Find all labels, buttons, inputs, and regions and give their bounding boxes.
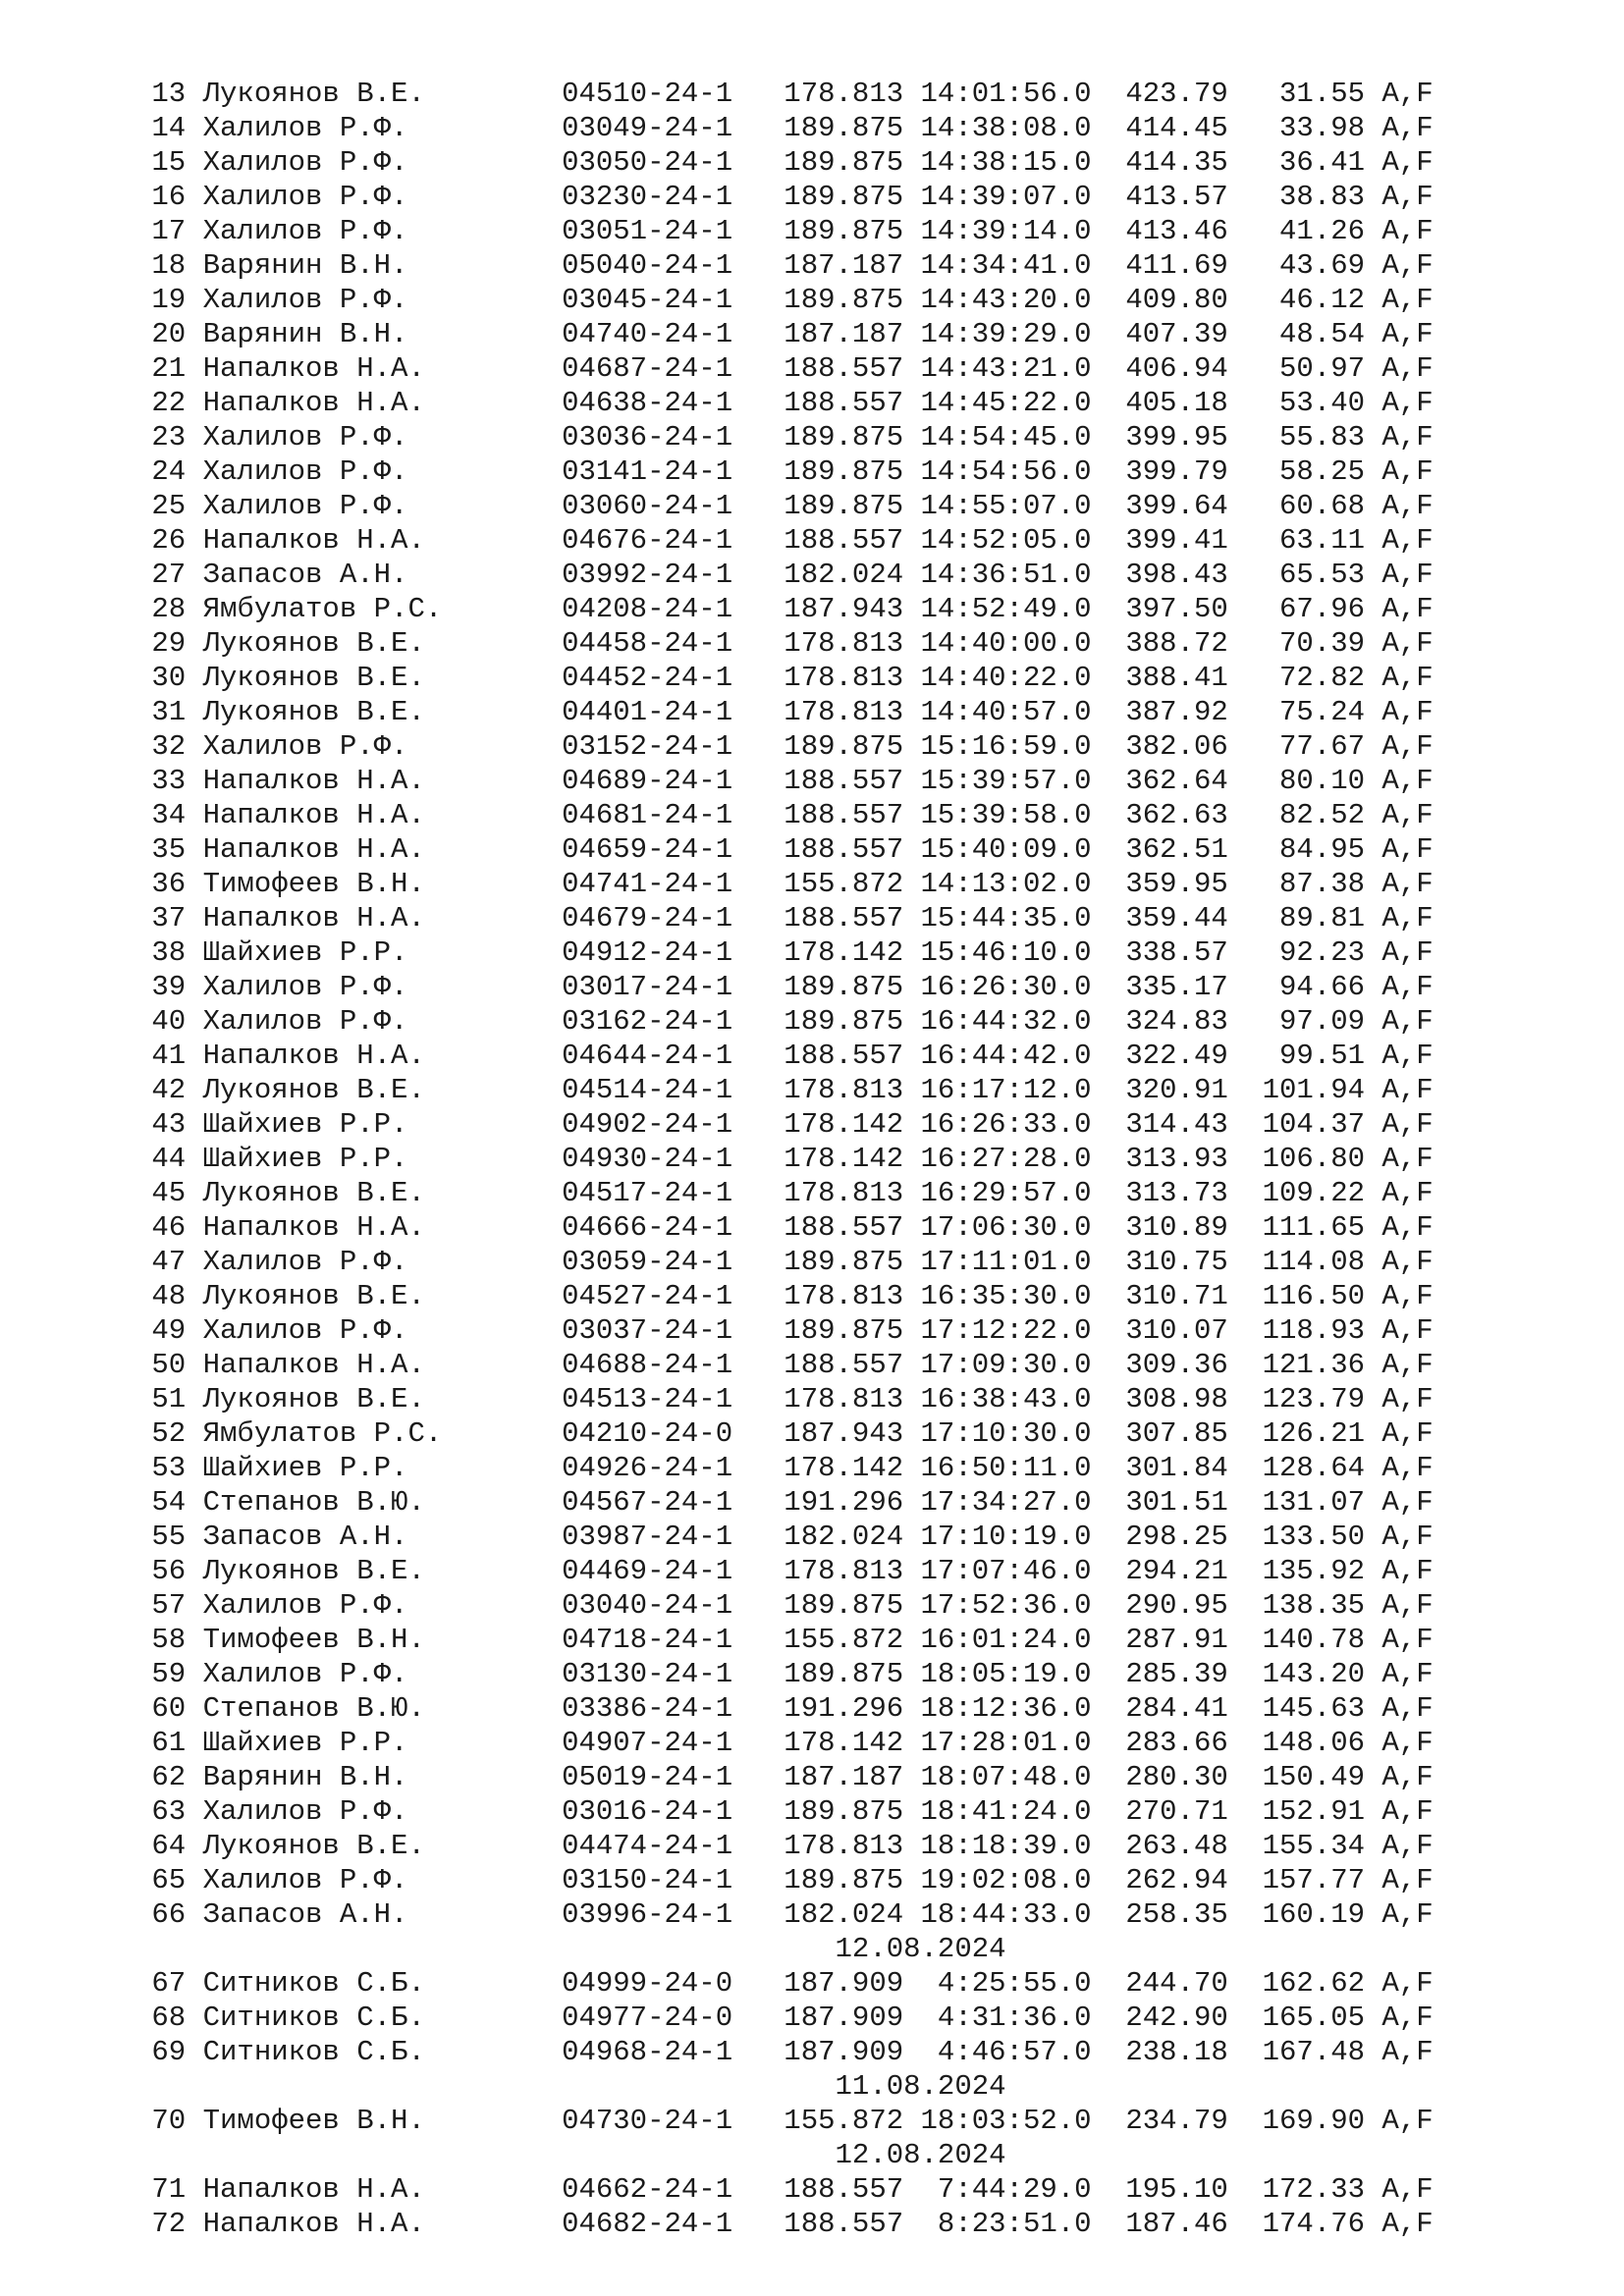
result-row: 28 Ямбулатов Р.С. 04208-24-1 187.943 14:52:49.0 397.50 67.96 A,F	[135, 593, 1434, 625]
result-row: 44 Шайхиев Р.Р. 04930-24-1 178.142 16:27:28.0 313.93 106.80 A,F	[135, 1143, 1434, 1175]
result-row: 22 Напалков Н.А. 04638-24-1 188.557 14:45:22.0 405.18 53.40 A,F	[135, 387, 1434, 419]
result-row: 33 Напалков Н.А. 04689-24-1 188.557 15:39:57.0 362.64 80.10 A,F	[135, 765, 1434, 797]
result-row: 57 Халилов Р.Ф. 03040-24-1 189.875 17:52:36.0 290.95 138.35 A,F	[135, 1589, 1434, 1622]
results-list	[135, 77, 1434, 2241]
result-row: 43 Шайхиев Р.Р. 04902-24-1 178.142 16:26:33.0 314.43 104.37 A,F	[135, 1108, 1434, 1141]
result-row: 20 Варянин В.Н. 04740-24-1 187.187 14:39:29.0 407.39 48.54 A,F	[135, 318, 1434, 350]
result-row: 59 Халилов Р.Ф. 03130-24-1 189.875 18:05:19.0 285.39 143.20 A,F	[135, 1658, 1434, 1690]
result-row: 24 Халилов Р.Ф. 03141-24-1 189.875 14:54:56.0 399.79 58.25 A,F	[135, 455, 1434, 488]
result-row: 25 Халилов Р.Ф. 03060-24-1 189.875 14:55:07.0 399.64 60.68 A,F	[135, 490, 1434, 522]
result-row: 26 Напалков Н.А. 04676-24-1 188.557 14:52:05.0 399.41 63.11 A,F	[135, 524, 1434, 557]
result-row: 68 Ситников С.Б. 04977-24-0 187.909 4:31:36.0 242.90 165.05 A,F	[135, 2002, 1434, 2034]
result-row: 16 Халилов Р.Ф. 03230-24-1 189.875 14:39:07.0 413.57 38.83 A,F	[135, 181, 1434, 213]
result-row: 69 Ситников С.Б. 04968-24-1 187.909 4:46:57.0 238.18 167.48 A,F	[135, 2036, 1434, 2068]
result-row: 47 Халилов Р.Ф. 03059-24-1 189.875 17:11:01.0 310.75 114.08 A,F	[135, 1246, 1434, 1278]
result-row: 63 Халилов Р.Ф. 03016-24-1 189.875 18:41:24.0 270.71 152.91 A,F	[135, 1795, 1434, 1828]
result-row: 21 Напалков Н.А. 04687-24-1 188.557 14:43:21.0 406.94 50.97 A,F	[135, 352, 1434, 385]
result-row: 46 Напалков Н.А. 04666-24-1 188.557 17:06:30.0 310.89 111.65 A,F	[135, 1211, 1434, 1244]
result-row: 29 Лукоянов В.Е. 04458-24-1 178.813 14:40:00.0 388.72 70.39 A,F	[135, 627, 1434, 660]
result-row: 15 Халилов Р.Ф. 03050-24-1 189.875 14:38:15.0 414.35 36.41 A,F	[135, 146, 1434, 179]
result-row: 72 Напалков Н.А. 04682-24-1 188.557 8:23:51.0 187.46 174.76 A,F	[135, 2208, 1434, 2240]
result-row: 51 Лукоянов В.Е. 04513-24-1 178.813 16:38:43.0 308.98 123.79 A,F	[135, 1383, 1434, 1415]
result-row: 62 Варянин В.Н. 05019-24-1 187.187 18:07:48.0 280.30 150.49 A,F	[135, 1761, 1434, 1793]
result-row: 53 Шайхиев Р.Р. 04926-24-1 178.142 16:50:11.0 301.84 128.64 A,F	[135, 1452, 1434, 1484]
result-row: 38 Шайхиев Р.Р. 04912-24-1 178.142 15:46:10.0 338.57 92.23 A,F	[135, 936, 1434, 969]
date-separator: 12.08.2024	[135, 2139, 1006, 2171]
result-row: 67 Ситников С.Б. 04999-24-0 187.909 4:25:55.0 244.70 162.62 A,F	[135, 1967, 1434, 2000]
result-row: 35 Напалков Н.А. 04659-24-1 188.557 15:40:09.0 362.51 84.95 A,F	[135, 833, 1434, 866]
result-row: 34 Напалков Н.А. 04681-24-1 188.557 15:39:58.0 362.63 82.52 A,F	[135, 799, 1434, 831]
result-row: 70 Тимофеев В.Н. 04730-24-1 155.872 18:03:52.0 234.79 169.90 A,F	[135, 2105, 1434, 2137]
result-row: 23 Халилов Р.Ф. 03036-24-1 189.875 14:54:45.0 399.95 55.83 A,F	[135, 421, 1434, 454]
result-row: 64 Лукоянов В.Е. 04474-24-1 178.813 18:18:39.0 263.48 155.34 A,F	[135, 1830, 1434, 1862]
result-row: 50 Напалков Н.А. 04688-24-1 188.557 17:09:30.0 309.36 121.36 A,F	[135, 1349, 1434, 1381]
result-row: 36 Тимофеев В.Н. 04741-24-1 155.872 14:13:02.0 359.95 87.38 A,F	[135, 868, 1434, 900]
result-row: 56 Лукоянов В.Е. 04469-24-1 178.813 17:07:46.0 294.21 135.92 A,F	[135, 1555, 1434, 1587]
result-row: 32 Халилов Р.Ф. 03152-24-1 189.875 15:16:59.0 382.06 77.67 A,F	[135, 730, 1434, 763]
result-row: 41 Напалков Н.А. 04644-24-1 188.557 16:44:42.0 322.49 99.51 A,F	[135, 1040, 1434, 1072]
result-row: 58 Тимофеев В.Н. 04718-24-1 155.872 16:01:24.0 287.91 140.78 A,F	[135, 1624, 1434, 1656]
result-row: 48 Лукоянов В.Е. 04527-24-1 178.813 16:35:30.0 310.71 116.50 A,F	[135, 1280, 1434, 1312]
result-row: 71 Напалков Н.А. 04662-24-1 188.557 7:44:29.0 195.10 172.33 A,F	[135, 2173, 1434, 2206]
result-row: 42 Лукоянов В.Е. 04514-24-1 178.813 16:17:12.0 320.91 101.94 A,F	[135, 1074, 1434, 1106]
result-row: 14 Халилов Р.Ф. 03049-24-1 189.875 14:38:08.0 414.45 33.98 A,F	[135, 112, 1434, 144]
result-row: 66 Запасов А.Н. 03996-24-1 182.024 18:44:33.0 258.35 160.19 A,F	[135, 1898, 1434, 1931]
result-row: 31 Лукоянов В.Е. 04401-24-1 178.813 14:40:57.0 387.92 75.24 A,F	[135, 696, 1434, 728]
result-row: 55 Запасов А.Н. 03987-24-1 182.024 17:10:19.0 298.25 133.50 A,F	[135, 1521, 1434, 1553]
result-row: 27 Запасов А.Н. 03992-24-1 182.024 14:36:51.0 398.43 65.53 A,F	[135, 559, 1434, 591]
result-row: 30 Лукоянов В.Е. 04452-24-1 178.813 14:40:22.0 388.41 72.82 A,F	[135, 662, 1434, 694]
result-row: 37 Напалков Н.А. 04679-24-1 188.557 15:44:35.0 359.44 89.81 A,F	[135, 902, 1434, 934]
result-row: 61 Шайхиев Р.Р. 04907-24-1 178.142 17:28:01.0 283.66 148.06 A,F	[135, 1727, 1434, 1759]
result-row: 17 Халилов Р.Ф. 03051-24-1 189.875 14:39:14.0 413.46 41.26 A,F	[135, 215, 1434, 247]
date-separator: 11.08.2024	[135, 2070, 1006, 2103]
result-row: 39 Халилов Р.Ф. 03017-24-1 189.875 16:26:30.0 335.17 94.66 A,F	[135, 971, 1434, 1003]
result-row: 18 Варянин В.Н. 05040-24-1 187.187 14:34:41.0 411.69 43.69 A,F	[135, 249, 1434, 282]
result-row: 40 Халилов Р.Ф. 03162-24-1 189.875 16:44:32.0 324.83 97.09 A,F	[135, 1005, 1434, 1038]
result-row: 54 Степанов В.Ю. 04567-24-1 191.296 17:34:27.0 301.51 131.07 A,F	[135, 1486, 1434, 1519]
date-separator: 12.08.2024	[135, 1933, 1006, 1965]
result-row: 19 Халилов Р.Ф. 03045-24-1 189.875 14:43:20.0 409.80 46.12 A,F	[135, 284, 1434, 316]
result-row: 65 Халилов Р.Ф. 03150-24-1 189.875 19:02:08.0 262.94 157.77 A,F	[135, 1864, 1434, 1896]
result-row: 60 Степанов В.Ю. 03386-24-1 191.296 18:12:36.0 284.41 145.63 A,F	[135, 1692, 1434, 1725]
result-row: 45 Лукоянов В.Е. 04517-24-1 178.813 16:29:57.0 313.73 109.22 A,F	[135, 1177, 1434, 1209]
result-row: 52 Ямбулатов Р.С. 04210-24-0 187.943 17:10:30.0 307.85 126.21 A,F	[135, 1417, 1434, 1450]
result-row: 49 Халилов Р.Ф. 03037-24-1 189.875 17:12:22.0 310.07 118.93 A,F	[135, 1314, 1434, 1347]
result-row: 13 Лукоянов В.Е. 04510-24-1 178.813 14:01:56.0 423.79 31.55 A,F	[135, 78, 1434, 110]
